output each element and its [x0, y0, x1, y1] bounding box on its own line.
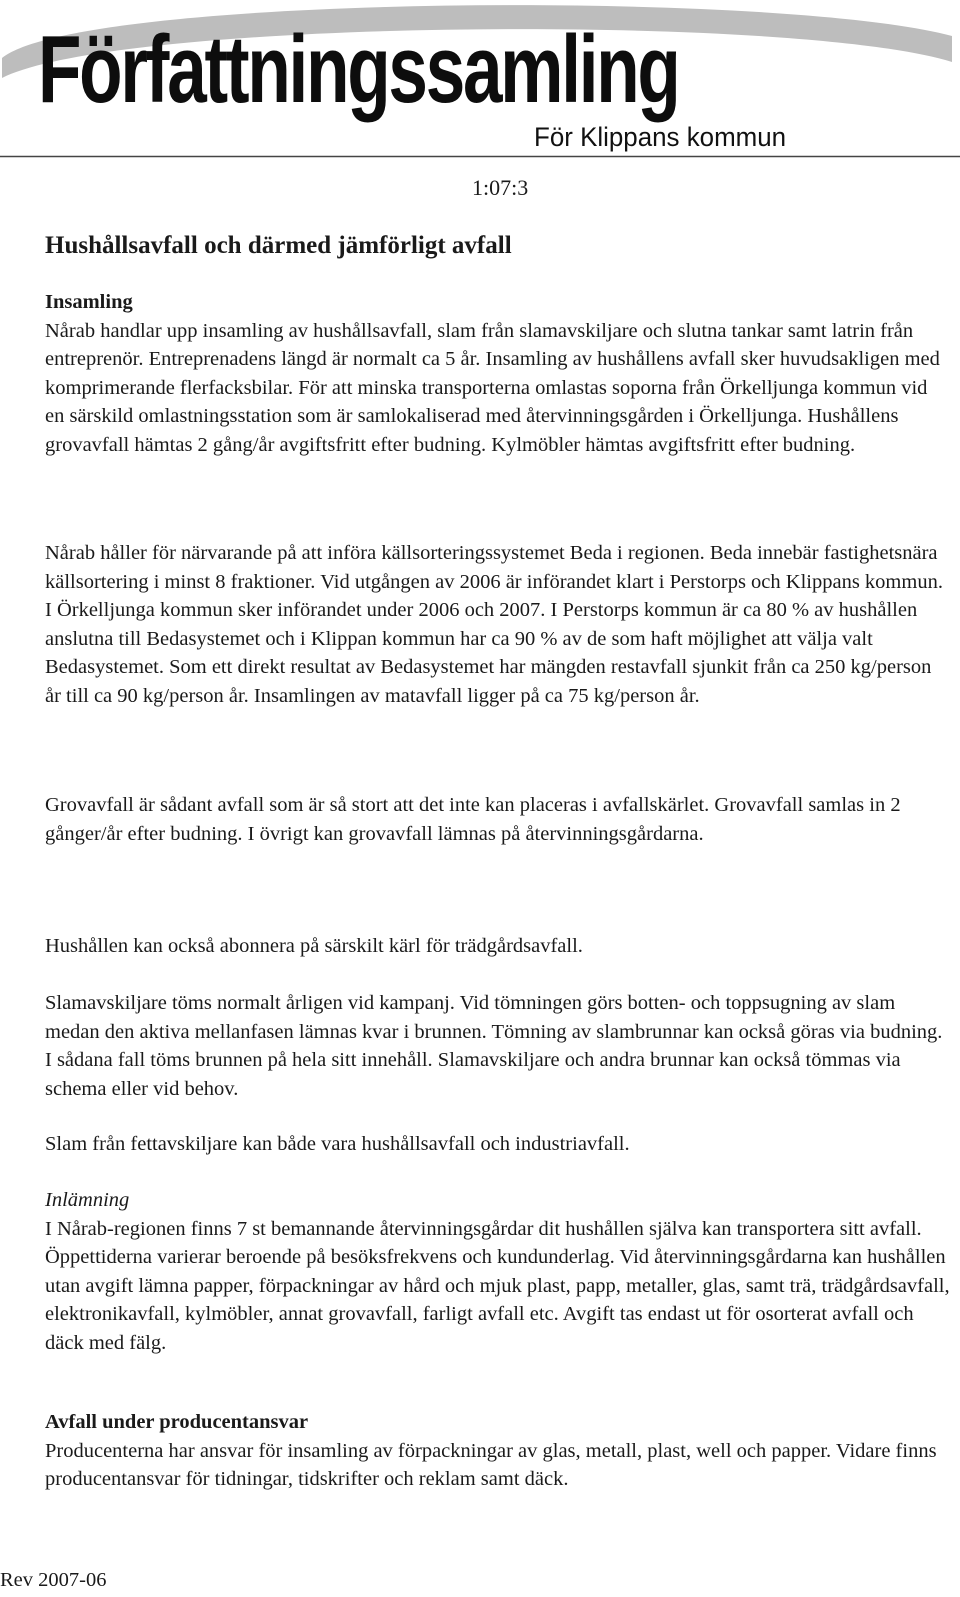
- section-paragraph: Producenterna har ansvar för insamling av förpackningar av glas, metall, plast, well och papper. Vidare finns producentansvar för tidningar, tidskrifter och reklam samt däck.: [45, 1439, 937, 1490]
- section-paragraph: I Nårab-regionen finns 7 st bemannande återvinningsgårdar dit hushållen själva kan transportera sitt avfall. Öppettiderna varierar beroende på besöksfrekvens och kundunderlag. Vid återvinningsgårdarna kan hushållen utan avgift lämna papper, förpackningar av hård och mjuk plast, papp, metaller, glas, samt trä, trädgårdsavfall, elektronikavfall, kylmöbler, annat grovavfall, farligt avfall etc. Avgift tas endast ut för osorterat avfall och däck med fälg.: [45, 1217, 950, 1354]
- section-insamling: [45, 288, 950, 459]
- section-paragraph: Slam från fettavskiljare kan både vara hushållsavfall och industriavfall.: [45, 1133, 630, 1155]
- paragraph-fettavskiljare: [45, 1130, 950, 1159]
- section-heading: Inlämning: [45, 1189, 130, 1211]
- section-paragraph: Nårab håller för närvarande på att införa källsorteringssystemet Beda i regionen. Beda innebär fastighetsnära källsortering i minst 8 fraktioner. Vid utgången av 2006 är införandet klart i Perstorps och Klippans kommun. I Örkelljunga kommun sker införandet under 2006 och 2007. I Perstorps kommun är ca 80 % av hushållen anslutna till Bedasystemet och i Klippan kommun har ca 90 % av de som haft möjlighet att välja valt Bedasystemet. Som ett direkt resultat av Bedasystemet har mängden restavfall sjunkit från ca 250 kg/person år till ca 90 kg/person år. Insamlingen av matavfall ligger på ca 75 kg/person år.: [45, 542, 943, 707]
- section-producentansvar: [45, 1408, 950, 1494]
- brand-subtitle: För Klippans kommun: [534, 122, 787, 152]
- section-heading: Insamling: [45, 291, 133, 313]
- section-heading: Avfall under producentansvar: [45, 1411, 309, 1433]
- section-inlamning: [45, 1186, 950, 1357]
- section-paragraph: Grovavfall är sådant avfall som är så stort att det inte kan placeras i avfallskärlet. Grovavfall samlas in 2 gånger/år efter budning. I övrigt kan grovavfall lämnas på återvinningsgårdarna.: [45, 794, 901, 845]
- masthead: [0, 0, 960, 160]
- section-paragraph: Hushållen kan också abonnera på särskilt kärl för trädgårdsavfall.: [45, 935, 583, 957]
- section-paragraph: Nårab handlar upp insamling av hushållsavfall, slam från slamavskiljare och slutna tankar samt latrin från entreprenör. Entreprenadens längd är normalt ca 5 år. Insamling av hushållens avfall sker huvudsakligen med komprimerande flerfacksbilar. För att minska transporterna omlastas soporna från Örkelljunga kommun vid en särskild omlastningsstation som är samlokaliserad med återvinningsgården i Örkelljunga. Hushållens grovavfall hämtas 2 gång/år avgiftsfritt efter budning. Kylmöbler hämtas avgiftsfritt efter budning.: [45, 319, 940, 456]
- paragraph-grovavfall: [45, 791, 950, 848]
- paragraph-slamavskiljare: [45, 989, 950, 1103]
- document-title: Hushållsavfall och därmed jämförligt avfall: [45, 232, 512, 259]
- paragraph-tradgardsavfall: [45, 932, 950, 961]
- paragraph-beda: [45, 539, 950, 710]
- revision-footer: Rev 2007-06: [0, 1569, 107, 1591]
- document-number: 1:07:3: [472, 175, 529, 200]
- section-paragraph: Slamavskiljare töms normalt årligen vid kampanj. Vid tömningen görs botten- och toppsugning av slam medan den aktiva mellanfasen lämnas kvar i brunnen. Tömning av slambrunnar kan också göras via budning. I sådana fall töms brunnen på hela sitt innehåll. Slamavskiljare och andra brunnar kan också tömmas via schema eller vid behov.: [45, 992, 943, 1100]
- brand-title: Författningssamling: [38, 16, 679, 123]
